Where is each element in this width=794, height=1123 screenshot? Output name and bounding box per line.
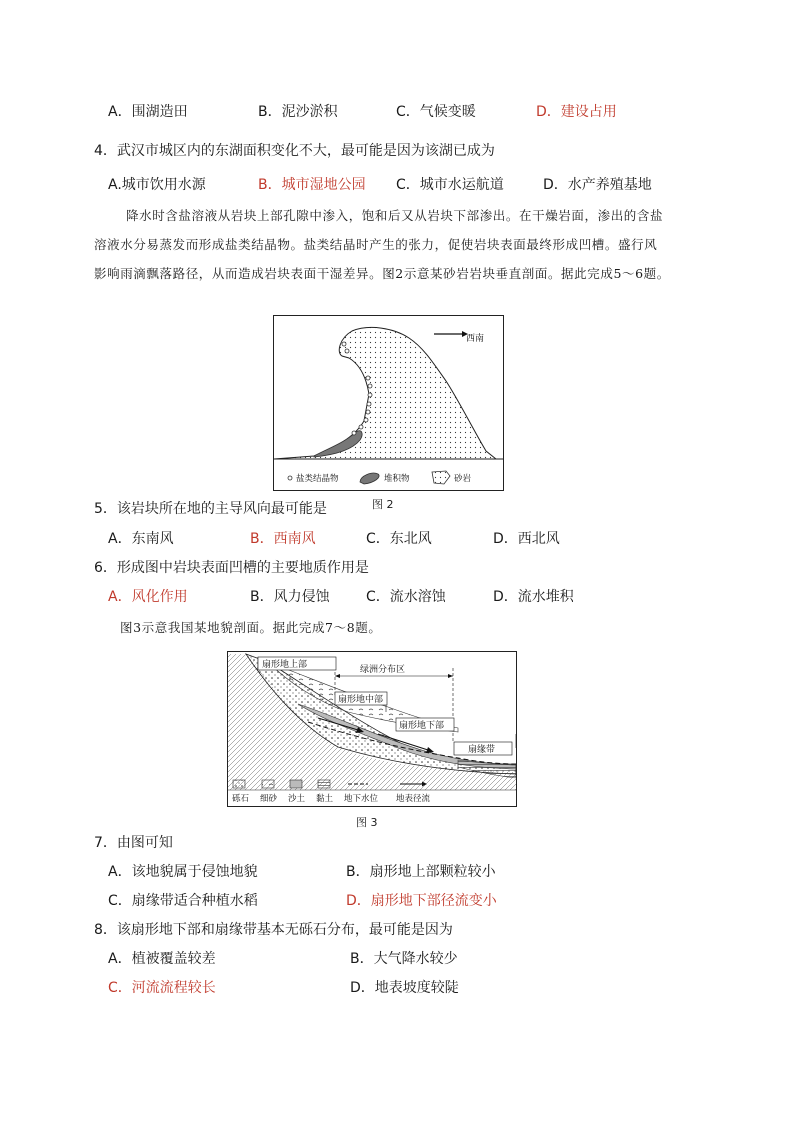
q8-option-b: B．大气降水较少 bbox=[350, 951, 458, 967]
q8-option-c-answer: C．河流流程较长 bbox=[108, 980, 216, 996]
q5-option-a: A．东南风 bbox=[108, 531, 174, 547]
legend-fine-sand-label: 细砂 bbox=[260, 794, 278, 804]
zone-edge-label: 扇缘带 bbox=[468, 745, 496, 755]
figure-3 bbox=[227, 651, 517, 807]
q3-option-a: A．围湖造田 bbox=[108, 104, 188, 120]
figure-3-diagram bbox=[228, 652, 516, 806]
oasis-bracket-left bbox=[335, 674, 340, 678]
legend-deposit-label: 堆积物 bbox=[384, 474, 410, 484]
legend-sandstone-label: 砂岩 bbox=[454, 474, 472, 484]
legend-runoff-label: 地表径流 bbox=[396, 794, 431, 804]
figure-2-diagram bbox=[274, 316, 503, 490]
legend-clay-swatch bbox=[318, 780, 330, 788]
zone-oasis-label: 绿洲分布区 bbox=[360, 665, 406, 675]
direction-label: 西南 bbox=[466, 334, 485, 344]
q7-option-a: A．该地貌属于侵蚀地貌 bbox=[108, 864, 258, 880]
q6-option-a-answer: A．风化作用 bbox=[108, 589, 188, 605]
legend-groundwater-label: 地下水位 bbox=[344, 794, 379, 804]
zone-lower-label: 扇形地下部 bbox=[399, 721, 445, 731]
q3-option-b: B．泥沙淤积 bbox=[258, 104, 338, 120]
q7-option-b: B．扇形地上部颗粒较小 bbox=[346, 864, 496, 880]
q7-option-d-answer: D．扇形地下部径流变小 bbox=[346, 893, 497, 909]
q4-option-a: A.城市饮用水源 bbox=[108, 177, 206, 193]
q4-option-d: D．水产养殖基地 bbox=[543, 177, 652, 193]
passage-1-line-3: 影响雨滴飘落路径，从而造成岩块表面干湿差异。图2示意某砂岩岩块垂直剖面。据此完成5～6题。 bbox=[94, 266, 670, 281]
passage-1 bbox=[100, 201, 710, 230]
legend-salt-swatch bbox=[288, 476, 292, 480]
passage-1-line-2: 溶液水分易蒸发而形成盐类结晶物。盐类结晶时产生的张力，促使岩块表面最终形成凹槽。盛行风 bbox=[94, 237, 658, 252]
q6-stem: 6．形成图中岩块表面凹槽的主要地质作用是 bbox=[94, 560, 369, 576]
q5-option-d: D．西北风 bbox=[493, 531, 560, 547]
oasis-bracket-right bbox=[448, 674, 453, 678]
runoff-arrowhead-1 bbox=[426, 747, 434, 753]
q6-option-b: B．风力侵蚀 bbox=[250, 589, 330, 605]
legend-gravel-swatch bbox=[233, 780, 245, 788]
q3-option-d-answer: D．建设占用 bbox=[536, 104, 617, 120]
q6-option-c: C．流水溶蚀 bbox=[366, 589, 446, 605]
q5-stem: 5．该岩块所在地的主导风向最可能是 bbox=[94, 501, 327, 517]
q4-stem: 4．武汉市城区内的东湖面积变化不大，最可能是因为该湖已成为 bbox=[94, 143, 495, 159]
figure-3-caption: 图 3 bbox=[356, 816, 378, 829]
q6-option-d: D．流水堆积 bbox=[493, 589, 574, 605]
passage-2: 图3示意我国某地貌剖面。据此完成7～8题。 bbox=[120, 620, 382, 635]
figure-2 bbox=[273, 315, 504, 491]
sandstone-rock bbox=[274, 327, 496, 459]
passage-1-line-1: 降水时含盐溶液从岩块上部孔隙中渗入，饱和后又从岩块下部渗出。在干燥岩面，渗出的含盐 bbox=[126, 208, 664, 223]
legend-sand-soil-label: 沙土 bbox=[288, 794, 306, 804]
q7-option-c: C．扇缘带适合种植水稻 bbox=[108, 893, 258, 909]
legend-fine-sand-swatch bbox=[262, 780, 274, 788]
q5-option-b-answer: B．西南风 bbox=[250, 531, 316, 547]
zone-upper-label: 扇形地上部 bbox=[262, 660, 308, 670]
legend-clay-label: 黏土 bbox=[316, 794, 334, 804]
q7-stem: 7．由图可知 bbox=[94, 835, 173, 851]
q3-option-c: C．气候变暖 bbox=[396, 104, 476, 120]
zone-middle-label: 扇形地中部 bbox=[338, 695, 384, 705]
legend-sand-soil-swatch bbox=[290, 780, 302, 788]
legend-gravel-label: 砾石 bbox=[232, 794, 250, 804]
legend-salt-label: 盐类结晶物 bbox=[296, 474, 339, 484]
legend-sandstone-swatch bbox=[432, 471, 450, 484]
legend-deposit-swatch bbox=[360, 473, 379, 484]
q8-stem: 8．该扇形地下部和扇缘带基本无砾石分布，最可能是因为 bbox=[94, 922, 453, 938]
figure-2-caption: 图 2 bbox=[372, 498, 394, 511]
q4-option-b-answer: B．城市湿地公园 bbox=[258, 177, 366, 193]
passage-1b bbox=[94, 230, 734, 288]
q5-option-c: C．东北风 bbox=[366, 531, 432, 547]
q8-option-a: A．植被覆盖较差 bbox=[108, 951, 216, 967]
q4-option-c: C．城市水运航道 bbox=[396, 177, 504, 193]
q8-option-d: D．地表坡度较陡 bbox=[350, 980, 459, 996]
